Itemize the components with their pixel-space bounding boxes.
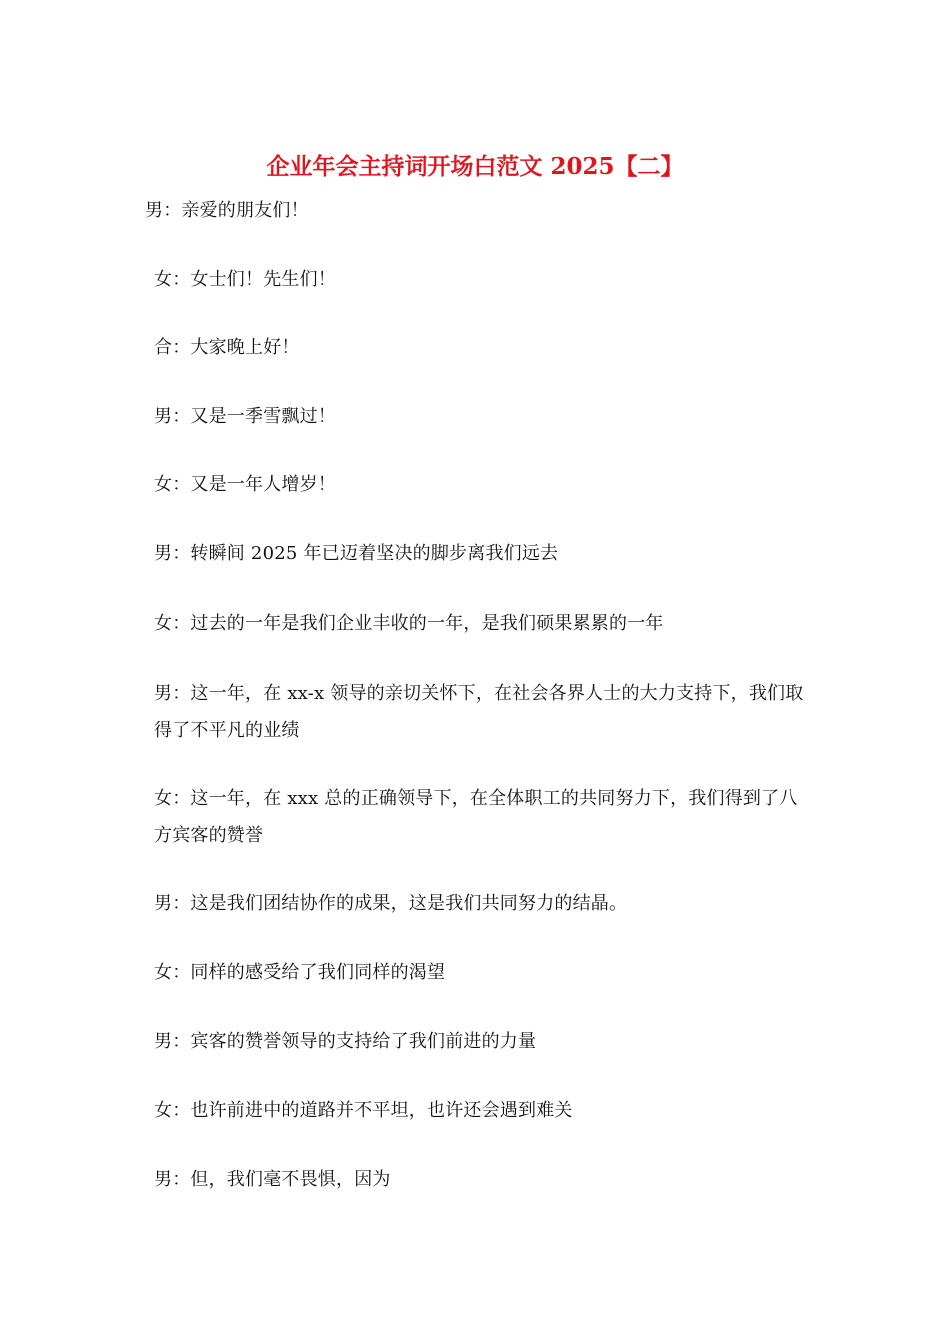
paragraph-5: 女：又是一年人增岁！ [154, 474, 336, 495]
paragraph-13: 女：也许前进中的道路并不平坦，也许还会遇到难关 [154, 1100, 573, 1121]
paragraph-10: 男：这是我们团结协作的成果，这是我们共同努力的结晶。 [154, 893, 628, 914]
paragraph-3: 合：大家晚上好！ [154, 337, 300, 358]
paragraph-4: 男：又是一季雪飘过！ [154, 406, 336, 427]
paragraph-12: 男：宾客的赞誉领导的支持给了我们前进的力量 [154, 1031, 537, 1052]
paragraph-9: 女：这一年，在 xxx 总的正确领导下，在全体职工的共同努力下，我们得到了八方宾客的赞誉 [154, 788, 798, 846]
paragraph-2: 女：女士们！先生们！ [154, 269, 336, 290]
paragraph-14: 男：但，我们毫不畏惧，因为 [154, 1169, 391, 1190]
paragraph-11: 女：同样的感受给了我们同样的渴望 [154, 962, 446, 983]
paragraph-8: 男：这一年，在 xx-x 领导的亲切关怀下，在社会各界人士的大力支持下，我们取得了不平凡的业绩 [154, 683, 804, 741]
paragraph-1: 男：亲爱的朋友们！ [145, 200, 309, 221]
paragraph-7: 女：过去的一年是我们企业丰收的一年，是我们硕果累累的一年 [154, 613, 664, 634]
paragraph-6: 男：转瞬间 2025 年已迈着坚决的脚步离我们远去 [154, 543, 559, 564]
document-title: 企业年会主持词开场白范文 2025【二】 [266, 153, 684, 180]
